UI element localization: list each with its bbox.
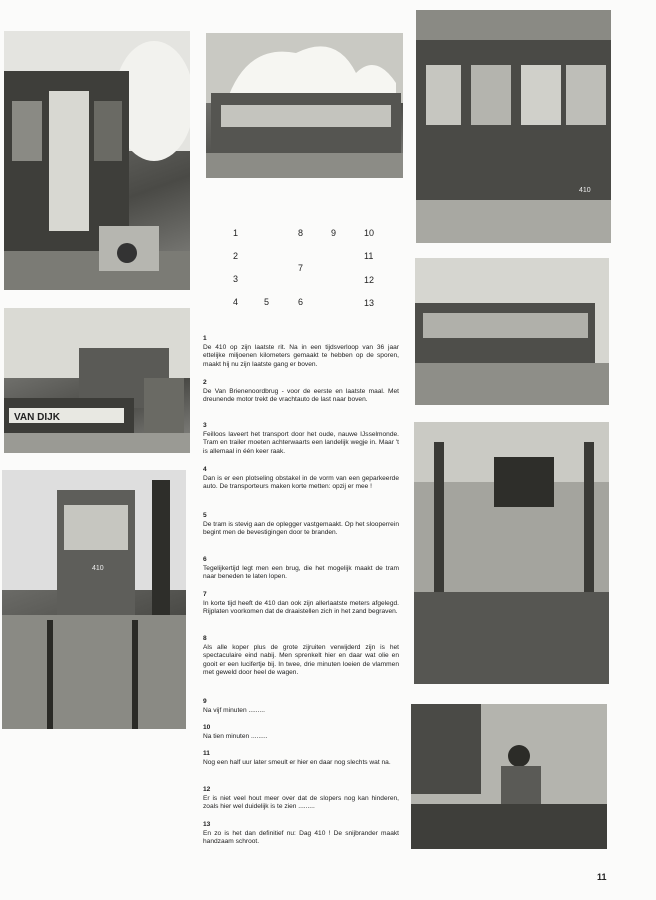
- grid-label-8: 8: [298, 228, 304, 238]
- caption-number: 1: [203, 335, 207, 342]
- caption-number: 10: [203, 724, 211, 731]
- grid-label-7: 7: [298, 263, 304, 273]
- caption-text: Nog een half uur later smeult er hier en daar nog slechts wat na.: [203, 758, 391, 766]
- caption-text: De 410 op zijn laatste rit. Na in een tijdsverloop van 36 jaar ettelijke miljoenen kilometers gemaakt te hebben op de sporen, maakt hij nu zijn laatste gang er boven.: [203, 343, 399, 368]
- caption-2: [203, 379, 399, 405]
- caption-number: 7: [203, 591, 207, 598]
- grid-label-6: 6: [298, 297, 304, 307]
- caption-number: 2: [203, 379, 207, 386]
- caption-text: Er is niet veel hout meer over dat de slopers nog kan hinderen, zoals hier wel duidelijk is te zien .........: [203, 794, 399, 811]
- tram-number-410-label: 410: [579, 187, 591, 194]
- caption-4: [203, 466, 399, 492]
- grid-label-4: 4: [233, 297, 239, 307]
- caption-10: [203, 724, 399, 741]
- caption-number: 6: [203, 556, 207, 563]
- grid-label-10: 10: [364, 228, 375, 238]
- grid-label-12: 12: [364, 275, 375, 285]
- photo-9-tram-on-fire: [206, 33, 403, 178]
- photo-12-wreckage-interior: [414, 422, 609, 684]
- caption-5: [203, 512, 399, 538]
- page-number: 11: [597, 872, 607, 882]
- caption-number: 4: [203, 466, 207, 473]
- caption-6: [203, 556, 399, 582]
- grid-label-3: 3: [233, 274, 239, 284]
- caption-text: De tram is stevig aan de oplegger vastgemaakt. Op het slooperrein begint men de bevestigingen door te branden.: [203, 520, 399, 537]
- caption-text: Als alle koper plus de grote zijruiten verwijderd zijn is het spectaculaire eind nabij. Men sprenkelt hier en daar wat olie en gooit er een lucifertje bij. In twee, drie minuten loeien de vlammen met geweld door heel de wagen.: [203, 643, 399, 677]
- caption-number: 9: [203, 698, 207, 705]
- grid-label-9: 9: [331, 228, 337, 238]
- caption-text: Na tien minuten .........: [203, 732, 268, 740]
- grid-label-1: 1: [233, 228, 239, 238]
- caption-number: 11: [203, 750, 210, 757]
- grid-label-5: 5: [264, 297, 270, 307]
- caption-number: 13: [203, 821, 211, 828]
- photo-11-smouldering-tram: [415, 258, 609, 405]
- caption-text: En zo is het dan definitief nu: Dag 410 ! De snijbrander maakt handzaam schroot.: [203, 829, 399, 846]
- tram-number-410-front: 410: [92, 565, 104, 572]
- grid-label-2: 2: [233, 251, 239, 261]
- grid-label-13: 13: [364, 298, 375, 308]
- caption-11: [203, 750, 399, 767]
- caption-text: Na vijf minuten .........: [203, 706, 265, 714]
- photo-13-cutting-torch: [411, 704, 607, 849]
- caption-number: 5: [203, 512, 207, 519]
- caption-number: 3: [203, 422, 207, 429]
- caption-13: [203, 821, 399, 847]
- photo-6-tram-on-rails: [2, 470, 186, 729]
- caption-12: [203, 786, 399, 812]
- grid-label-11: 11: [364, 251, 374, 261]
- caption-9: [203, 698, 399, 715]
- photo-5-truck-van-dijk: [4, 308, 190, 453]
- caption-8: [203, 635, 399, 678]
- caption-number: 8: [203, 635, 207, 642]
- caption-number: 12: [203, 786, 211, 793]
- photo-index-grid: [226, 226, 386, 316]
- caption-text: Tegelijkertijd legt men een brug, die het mogelijk maakt de tram naar beneden te laten lopen.: [203, 564, 399, 581]
- caption-text: In korte tijd heeft de 410 dan ook zijn allerlaatste meters afgelegd. Rijplaten voorkomen dat de draaistellen zich in het zand begraven.: [203, 599, 399, 616]
- photo-10-burnt-tram-410: [416, 10, 611, 243]
- caption-text: De Van Brienenoordbrug - voor de eerste en laatste maal. Met dreunende motor trekt de vrachtauto de last naar boven.: [203, 387, 399, 404]
- photo-8-burning-tram-door: [4, 31, 190, 290]
- caption-3: [203, 422, 399, 456]
- caption-text: Dan is er een plotseling obstakel in de vorm van een geparkeerde auto. De transporteurs maken korte metten: opzij er mee !: [203, 474, 399, 491]
- caption-1: [203, 335, 399, 369]
- caption-text: Feilloos laveert het transport door het oude, nauwe IJsselmonde. Tram en trailer moeten achterwaarts een landelijk wegje in. Maar 't is allemaal in één keer raak.: [203, 430, 399, 455]
- truck-banner-text: VAN DIJK: [14, 412, 60, 423]
- caption-7: [203, 591, 399, 617]
